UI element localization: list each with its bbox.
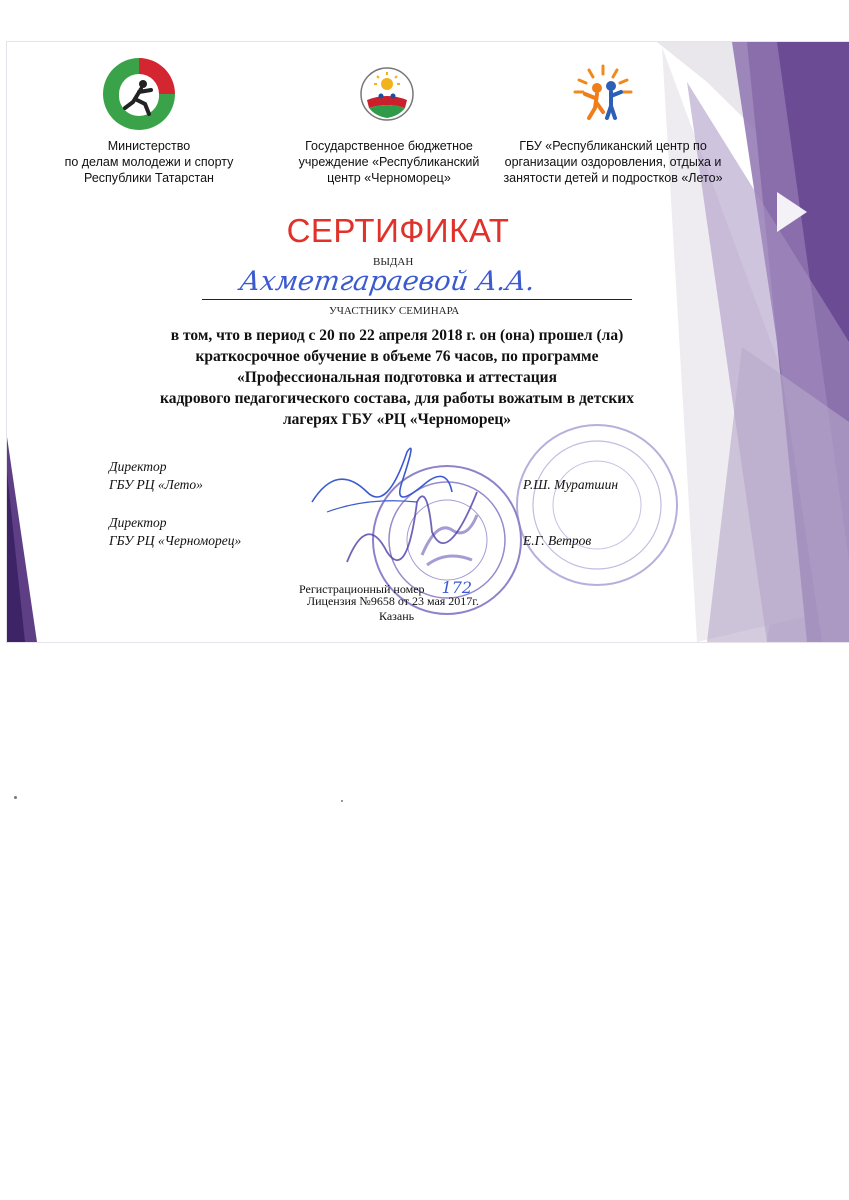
issued-label: ВЫДАН <box>373 256 414 268</box>
scan-speck <box>14 796 17 799</box>
scan-speck <box>341 800 343 802</box>
signatory-chernomorets: Директор ГБУ РЦ «Черноморец» <box>109 515 242 548</box>
certificate <box>7 42 849 642</box>
org-leto: ГБУ «Республиканский центр по организации оздоровления, отдыха и занятости детей и подростков «Лето» <box>503 139 723 185</box>
body-line: лагерях ГБУ «РЦ «Черноморец» <box>282 411 512 428</box>
recipient-field <box>202 266 632 300</box>
body-line: в том, что в период с 20 по 22 апреля 2018 г. он (она) прошел (ла) <box>170 327 624 344</box>
signatory-leto-name: Р.Ш. Муратшин <box>523 477 619 492</box>
ministry-logo-icon <box>99 54 179 134</box>
recipient-name: Ахметгараевой А.А. <box>237 266 537 297</box>
certificate-body <box>107 325 687 430</box>
org-ministry: Министерство по делам молодежи и спорту Республики Татарстан <box>64 139 234 185</box>
body-line: «Профессиональная подготовка и аттестация <box>237 369 557 386</box>
certificate-title: СЕРТИФИКАТ <box>286 212 510 249</box>
registration-label: Регистрационный номер <box>299 582 425 596</box>
signatory-chernomorets-name: Е.Г. Ветров <box>523 533 592 548</box>
license-text: Лицензия №9658 от 23 мая 2017г. <box>307 594 479 608</box>
org-chernomorets: Государственное бюджетное учреждение «Республиканский центр «Черноморец» <box>298 139 480 185</box>
participant-label: УЧАСТНИКУ СЕМИНАРА <box>329 305 460 317</box>
city-text: Казань <box>379 609 415 623</box>
registration-number: 172 <box>441 578 473 597</box>
chernomorets-logo-icon <box>359 66 415 122</box>
recipient-underline <box>202 299 632 300</box>
leto-logo-icon <box>571 62 635 124</box>
signatory-leto: Директор ГБУ РЦ «Лето» <box>109 459 203 492</box>
signature-chernomorets <box>337 472 507 582</box>
stamp-seal-right <box>512 420 682 590</box>
body-line: краткосрочное обучение в объеме 76 часов, по программе <box>195 348 599 365</box>
body-line: кадрового педагогического состава, для работы вожатым в детских <box>160 390 634 407</box>
